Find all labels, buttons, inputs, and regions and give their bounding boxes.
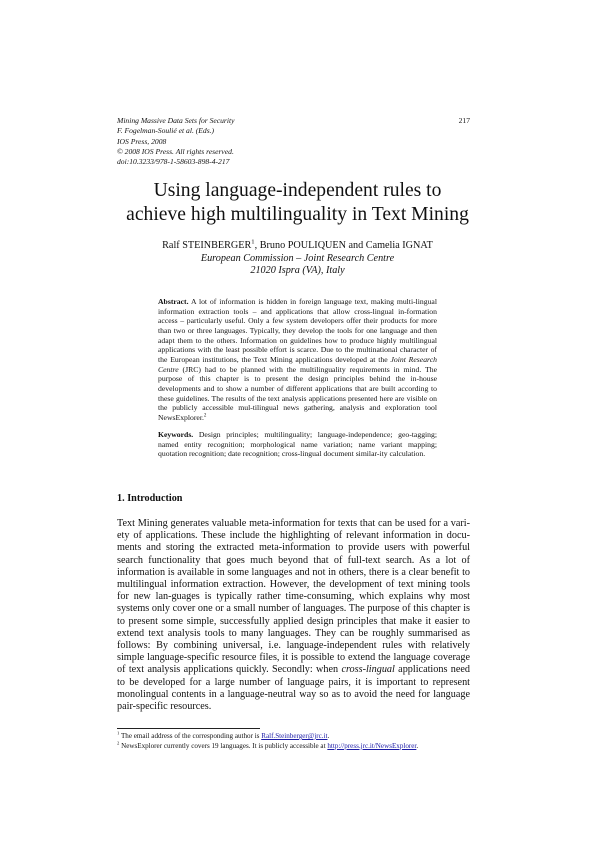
footnote-text: The email address of the corresponding author is [119, 732, 262, 740]
footnote-end: . [327, 732, 330, 740]
affiliation [100, 253, 495, 278]
author-names: , Bruno POULIQUEN and Camelia IGNAT [254, 240, 433, 251]
header-line: IOS Press, 2008 [117, 136, 167, 146]
footnote-mark: 1 [251, 238, 255, 246]
page-number: 217 [458, 116, 470, 125]
header-line: Mining Massive Data Sets for Security [117, 116, 235, 125]
abstract-emphasis: Joint Research Centre [158, 354, 437, 374]
footnote-mark: 2 [117, 740, 120, 746]
affiliation-line: European Commission – Joint Research Centre [200, 253, 395, 264]
footnote-text: NewsExplorer currently covers 19 languages. It is publicly accessible at [119, 741, 328, 750]
footnote-mark: 1 [117, 730, 120, 736]
footnote-end: . [416, 741, 419, 750]
title-line: achieve high multilinguality in Text Mining [126, 204, 469, 225]
keywords [158, 430, 437, 459]
footnote-mark: 2 [203, 413, 207, 419]
footnote-divider [117, 728, 260, 729]
abstract-text: A lot of information is hidden in foreign language text, making multi-lingual information extraction tools – and applications that allow cross-lingual in-formation access – particularly useful. Only a few system developers offer their products for more than two or three languages. Typically, they develop the tools for one language and then adapt them to the others. Information on guidelines how to produce highly multilingual applications with the least possible effort is scarce. Due to the multinational character of the European institutions, the Text Mining applications developed at the [158, 297, 437, 364]
paper-title [100, 179, 495, 227]
keywords-text: Design principles; multilinguality; language-independence; geo-tagging; named entity recognition; morphological name variation; name variant mapping; quotation recognition; date recognition; cross-lingual document similar-ity calculation. [158, 430, 437, 459]
header-line: F. Fogelman-Soulié et al. (Eds.) [117, 126, 215, 136]
running-header [117, 116, 470, 167]
email-link[interactable]: Ralf.Steinberger@jrc.it [261, 732, 328, 740]
body-text: Text Mining generates valuable meta-information for texts that can be used for a vari-ety of applications. These include the highlighting of relevant information in docu-ments and storing the extracted meta-information to provide users with powerful search functionality that goes much beyond that of full-text search. As a lot of information is available in some languages and not in others, there is a clear benefit to multilingual information extraction. However, the development of text mining tools for new lan-guages is typically rather time-consuming, which explains why most systems only cover one or a small number of languages. The purpose of this chapter is to present some simple, successfully applied design principles that make it easier to extend text analysis tools to many languages. They can be roughly summarised as follows: By combining universal, i.e. language-independent rules with relatively simple language-specific resource files, it is possible to extend the language coverage of text analysis applications quickly. Secondly: when [117, 518, 470, 676]
keywords-label: Keywords. [158, 430, 194, 439]
body-paragraph [117, 518, 470, 713]
abstract-label: Abstract. [158, 297, 189, 306]
footnote [117, 732, 477, 742]
author-name: Ralf STEINBERGER [162, 240, 252, 251]
footnotes [117, 732, 477, 751]
author-list [100, 240, 495, 252]
footnote [117, 742, 477, 752]
abstract-text: (JRC) had to be planned with the multilinguality requirements in mind. The purpose of this chapter is to present the design principles behind the in-house developments and to show a number of different applications that are built according to these guidelines. The results of the text analysis applications presented here are visible on the publicly accessible mul-tilingual news gathering, analysis and exploration tool NewsExplorer. [158, 364, 437, 422]
header-line: © 2008 IOS Press. All rights reserved. [117, 146, 234, 156]
affiliation-line: 21020 Ispra (VA), Italy [250, 265, 345, 277]
body-emphasis: cross-lingual [341, 664, 395, 676]
title-line: Using language-independent rules to [153, 180, 442, 201]
header-line: doi:10.3233/978-1-58603-898-4-217 [117, 157, 230, 167]
url-link[interactable]: http://press.jrc.it/NewsExplorer [327, 741, 417, 750]
body-text: applications need to be developed for a large number of language pairs, it is important to represent monolingual contents in a language-neutral way so as to avoid the need for language pair-specific resources. [117, 664, 470, 713]
abstract [158, 297, 437, 423]
section-heading: 1. Introduction [117, 493, 183, 504]
